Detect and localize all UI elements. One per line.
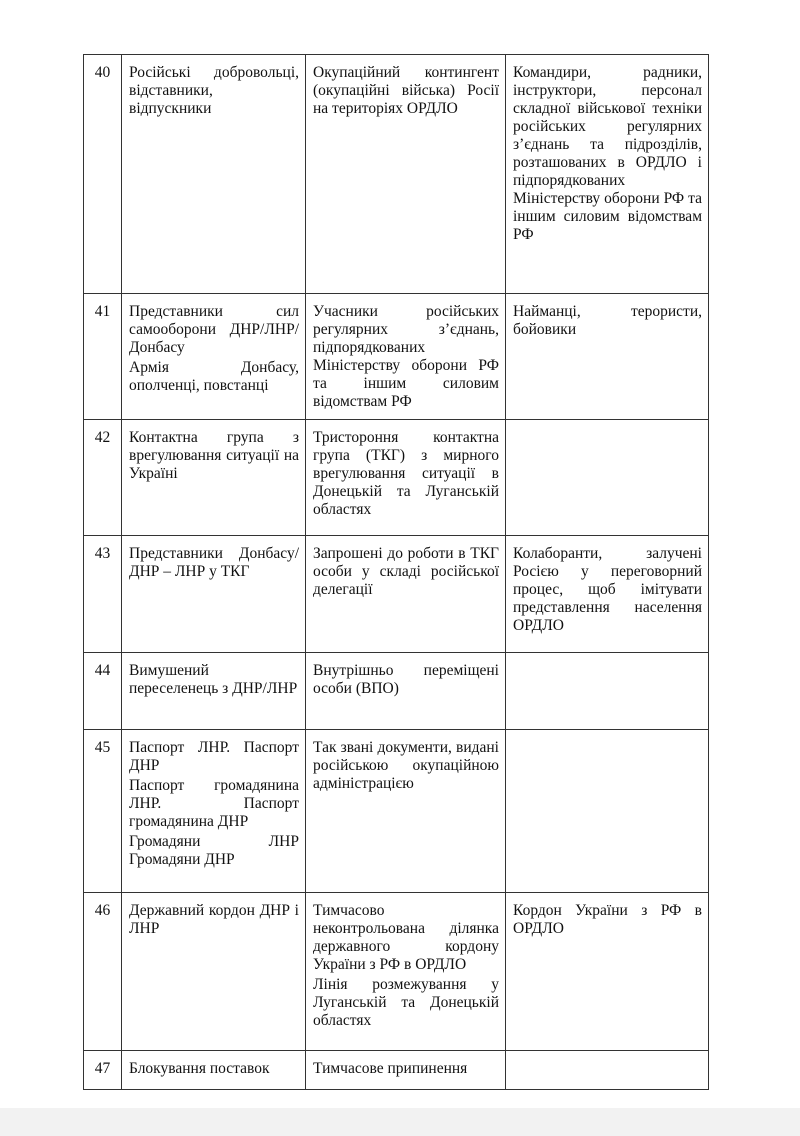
term-text: Громадяни ЛНР Громадяни ДНР bbox=[129, 833, 299, 868]
table-row bbox=[84, 730, 709, 893]
correct-term-text: Внутрішньо переміщені особи (ВПО) bbox=[313, 662, 499, 697]
term-cell bbox=[122, 536, 306, 653]
correct-term-text: Лінія розмежування у Луганській та Донецькій областях bbox=[313, 976, 499, 1029]
table-row bbox=[84, 420, 709, 536]
correct-term-cell bbox=[306, 420, 506, 536]
table-row bbox=[84, 294, 709, 420]
correct-term-text: Тимчасове припинення bbox=[313, 1060, 468, 1077]
term-text: Блокування поставок bbox=[129, 1060, 270, 1077]
correct-term-cell bbox=[306, 294, 506, 420]
alternative-term-text: Командири, радники, інструктори, персонал складної військової техніки російських регулярних з’єднань та підрозділів, розташованих в ОРДЛО і підпорядкованих Міністерству оборони РФ та іншим силовим відомствам РФ bbox=[513, 64, 702, 243]
correct-term-text: Так звані документи, видані російською окупаційною адміністрацією bbox=[313, 739, 499, 792]
term-cell bbox=[122, 730, 306, 893]
correct-term-text: Окупаційний контингент (окупаційні війська) Росії на територіях ОРДЛО bbox=[313, 64, 499, 117]
alternative-term-text: Найманці, терористи, бойовики bbox=[513, 303, 702, 338]
correct-term-cell bbox=[306, 1051, 506, 1090]
row-number: 45 bbox=[84, 730, 122, 893]
row-number: 42 bbox=[84, 420, 122, 536]
alternative-term-cell bbox=[506, 653, 709, 730]
row-number: 43 bbox=[84, 536, 122, 653]
correct-term-cell bbox=[306, 730, 506, 893]
alternative-term-cell bbox=[506, 294, 709, 420]
table-row bbox=[84, 893, 709, 1051]
alternative-term-cell bbox=[506, 1051, 709, 1090]
term-text: Представники сил самооборони ДНР/ЛНР/ Донбасу bbox=[129, 303, 299, 356]
alternative-term-text: Кордон України з РФ в ОРДЛО bbox=[513, 902, 702, 937]
alternative-term-cell bbox=[506, 55, 709, 294]
row-number: 46 bbox=[84, 893, 122, 1051]
term-cell bbox=[122, 420, 306, 536]
term-text: Представники Донбасу/ ДНР – ЛНР у ТКГ bbox=[129, 545, 299, 580]
row-number: 41 bbox=[84, 294, 122, 420]
alternative-term-text: Колаборанти, залучені Росією у переговорний процес, щоб імітувати представлення населення ОРДЛО bbox=[513, 545, 702, 634]
terminology-table bbox=[83, 54, 709, 1090]
term-text: Паспорт ЛНР. Паспорт ДНР bbox=[129, 739, 299, 774]
term-cell bbox=[122, 653, 306, 730]
alternative-term-cell bbox=[506, 893, 709, 1051]
table-row bbox=[84, 1051, 709, 1090]
row-number: 44 bbox=[84, 653, 122, 730]
term-text: Російські добровольці, відставники, відпускники bbox=[129, 64, 299, 117]
term-text: Контактна група з врегулювання ситуації на Україні bbox=[129, 429, 299, 482]
alternative-term-cell bbox=[506, 730, 709, 893]
correct-term-cell bbox=[306, 653, 506, 730]
table-row bbox=[84, 653, 709, 730]
term-text: Паспорт громадянина ЛНР. Паспорт громадянина ДНР bbox=[129, 777, 299, 830]
row-number: 47 bbox=[84, 1051, 122, 1090]
table-row bbox=[84, 536, 709, 653]
term-cell bbox=[122, 1051, 306, 1090]
alternative-term-cell bbox=[506, 420, 709, 536]
row-number: 40 bbox=[84, 55, 122, 294]
term-cell bbox=[122, 55, 306, 294]
page-bottom-margin bbox=[0, 1108, 800, 1136]
correct-term-text: Тимчасово неконтрольована ділянка державного кордону України з РФ в ОРДЛО bbox=[313, 902, 499, 973]
correct-term-text: Учасники російських регулярних з’єднань, підпорядкованих Міністерству оборони РФ та іншим силовим відомствам РФ bbox=[313, 303, 499, 410]
term-text: Вимушений переселенець з ДНР/ЛНР bbox=[129, 662, 298, 697]
correct-term-text: Тристороння контактна група (ТКГ) з мирного врегулювання ситуації в Донецькій та Луганській областях bbox=[313, 429, 499, 518]
term-cell bbox=[122, 893, 306, 1051]
correct-term-text: Запрошені до роботи в ТКГ особи у складі російської делегації bbox=[313, 545, 499, 598]
table-row bbox=[84, 55, 709, 294]
correct-term-cell bbox=[306, 893, 506, 1051]
term-text: Армія Донбасу, ополченці, повстанці bbox=[129, 359, 299, 394]
correct-term-cell bbox=[306, 536, 506, 653]
alternative-term-cell bbox=[506, 536, 709, 653]
correct-term-cell bbox=[306, 55, 506, 294]
term-text: Державний кордон ДНР і ЛНР bbox=[129, 902, 299, 937]
term-cell bbox=[122, 294, 306, 420]
